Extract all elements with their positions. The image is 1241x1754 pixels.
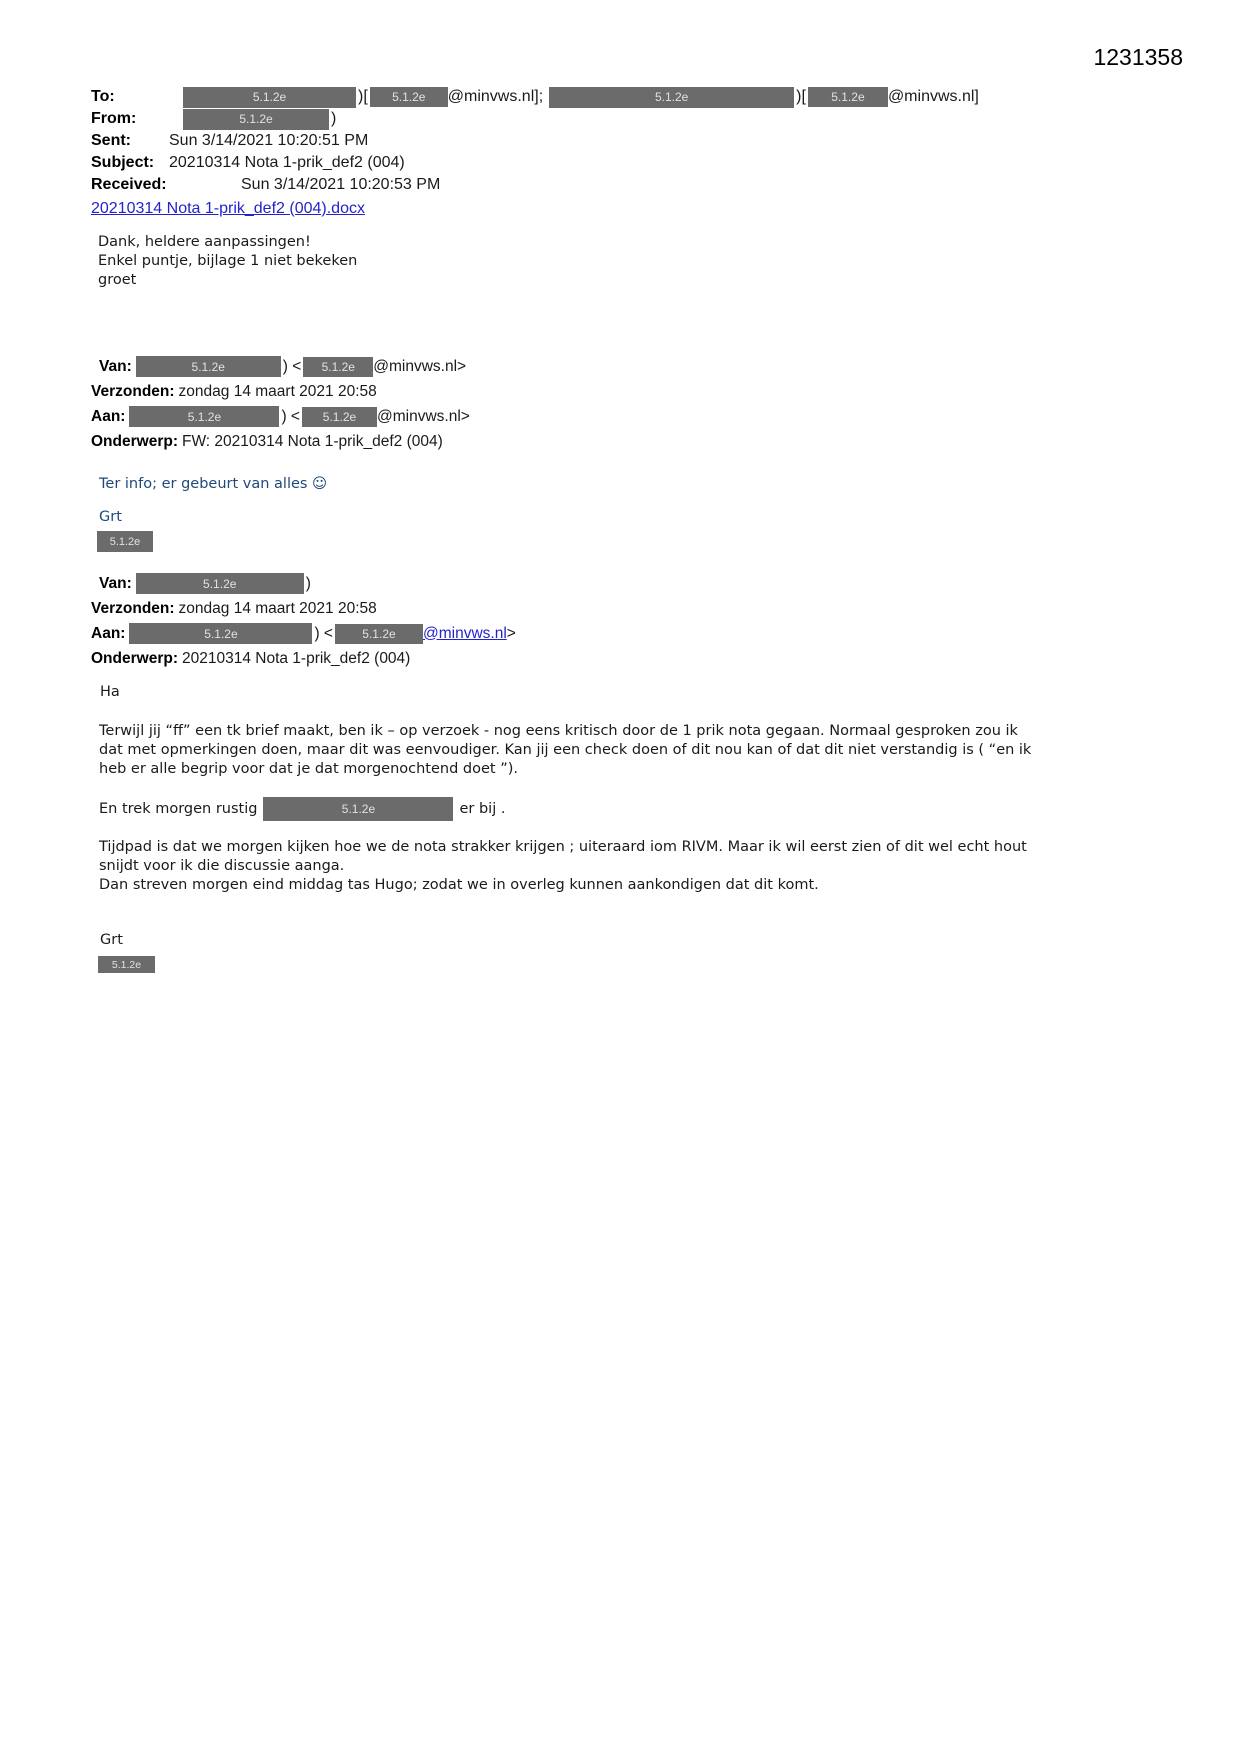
to-separator-1: )[ <box>358 88 368 105</box>
received-label: Received: <box>91 176 167 193</box>
q1-van-separator: ) < <box>282 357 302 375</box>
message-line: Enkel puntje, bijlage 1 niet bekeken <box>98 253 358 269</box>
q2-van-close-paren: ) <box>305 574 311 592</box>
header-row-from <box>91 108 979 130</box>
greeting: Ha <box>100 684 120 700</box>
redaction-box: 5.1.2e <box>303 357 373 377</box>
from-close-paren: ) <box>331 110 337 127</box>
redaction-box: 5.1.2e <box>302 407 377 427</box>
from-label: From: <box>91 110 137 127</box>
redaction-box: 5.1.2e <box>97 531 153 552</box>
paragraph-line: heb er alle begrip voor dat je dat morgenochtend doet ”). <box>99 761 518 777</box>
q1-row-verzonden <box>91 379 470 404</box>
redaction-box: 5.1.2e <box>183 109 329 130</box>
q2-van-label: Van: <box>99 574 132 592</box>
received-value: Sun 3/14/2021 10:20:53 PM <box>241 176 441 193</box>
redaction-box: 5.1.2e <box>129 406 279 427</box>
quoted-email-1-header <box>91 354 470 454</box>
header-row-subject <box>91 152 979 174</box>
q2-row-van <box>91 571 516 596</box>
paragraph-line: Terwijl jij “ff” een tk brief maakt, ben ik – op verzoek - nog eens kritisch door de 1 prik nota gegaan. Normaal gesproken zou ik <box>99 723 1018 739</box>
redaction-box: 5.1.2e <box>370 87 448 107</box>
redaction-box: 5.1.2e <box>808 87 888 107</box>
paragraph-line: Dan streven morgen eind middag tas Hugo; zodat we in overleg kunnen aankondigen dat dit komt. <box>99 877 819 893</box>
email-header <box>91 86 979 218</box>
to-domain-1: @minvws.nl]; <box>447 88 544 105</box>
redaction-box: 5.1.2e <box>136 356 281 377</box>
paragraph-line: Tijdpad is dat we morgen kijken hoe we de nota strakker krijgen ; uiteraard iom RIVM. Maar ik wil eerst zien of dit wel echt hout <box>99 839 1027 855</box>
q2-aan-separator: ) < <box>314 624 333 642</box>
paragraph-1 <box>99 722 1031 779</box>
q1-aan-separator: ) < <box>281 407 300 425</box>
q2-aan-label: Aan: <box>91 624 126 642</box>
trek-text-after: er bij . <box>459 801 506 817</box>
sent-value: Sun 3/14/2021 10:20:51 PM <box>169 132 369 149</box>
signoff-2: Grt <box>100 932 123 948</box>
paragraph-line: snijdt voor ik die discussie aanga. <box>99 858 345 874</box>
redaction-box: 5.1.2e <box>549 87 794 108</box>
q1-aan-label: Aan: <box>91 407 126 425</box>
q2-verzonden-value: zondag 14 maart 2021 20:58 <box>178 599 377 617</box>
to-label: To: <box>91 88 115 105</box>
q2-aan-close-bracket: > <box>506 624 516 642</box>
subject-label: Subject: <box>91 154 155 171</box>
redaction-box: 5.1.2e <box>129 623 312 644</box>
q2-row-aan <box>91 621 516 646</box>
to-domain-2: @minvws.nl] <box>887 88 979 105</box>
q2-row-verzonden <box>91 596 516 621</box>
q1-verzonden-value: zondag 14 maart 2021 20:58 <box>178 382 377 400</box>
message-line: Dank, heldere aanpassingen! <box>98 234 311 250</box>
q1-row-aan <box>91 404 470 429</box>
header-row-sent <box>91 130 979 152</box>
redaction-box: 5.1.2e <box>183 87 356 108</box>
paragraph-line: dat met opmerkingen doen, maar dit was eenvoudiger. Kan jij een check doen of dit nou kan of dat dit niet verstandig is ( “en ik <box>99 742 1032 758</box>
q1-onderwerp-label: Onderwerp: <box>91 432 178 450</box>
q1-onderwerp-value: FW: 20210314 Nota 1-prik_def2 (004) <box>181 432 443 450</box>
q1-aan-domain: @minvws.nl> <box>376 407 470 425</box>
redaction-box: 5.1.2e <box>263 797 453 821</box>
signoff-1: Grt <box>99 509 122 525</box>
trek-text-before: En trek morgen rustig <box>99 801 258 817</box>
quoted-email-2-header <box>91 571 516 671</box>
q1-row-onderwerp <box>91 429 470 454</box>
q1-row-van <box>91 354 470 379</box>
paragraph-3 <box>99 838 1027 895</box>
redaction-box: 5.1.2e <box>98 956 155 973</box>
sent-label: Sent: <box>91 132 131 149</box>
message-body <box>98 233 357 290</box>
attachment-row <box>91 200 979 218</box>
header-row-to <box>91 86 979 108</box>
q1-verzonden-label: Verzonden: <box>91 382 175 400</box>
q1-van-label: Van: <box>99 357 132 375</box>
q1-van-domain: @minvws.nl> <box>373 357 467 375</box>
message-line: groet <box>98 272 137 288</box>
to-separator-2: )[ <box>796 88 806 105</box>
header-row-received <box>91 174 979 196</box>
q2-aan-email-link[interactable]: @minvws.nl <box>422 624 507 642</box>
doc-number: 1231358 <box>1093 44 1183 70</box>
q2-row-onderwerp <box>91 646 516 671</box>
info-line: Ter info; er gebeurt van alles ☺ <box>99 476 328 492</box>
attachment-link[interactable]: 20210314 Nota 1-prik_def2 (004).docx <box>91 200 365 217</box>
redaction-box: 5.1.2e <box>335 624 423 644</box>
redaction-box: 5.1.2e <box>136 573 304 594</box>
q2-verzonden-label: Verzonden: <box>91 599 175 617</box>
q2-onderwerp-value: 20210314 Nota 1-prik_def2 (004) <box>181 649 411 667</box>
paragraph-2 <box>99 796 505 822</box>
q2-onderwerp-label: Onderwerp: <box>91 649 178 667</box>
subject-value: 20210314 Nota 1-prik_def2 (004) <box>169 154 405 171</box>
